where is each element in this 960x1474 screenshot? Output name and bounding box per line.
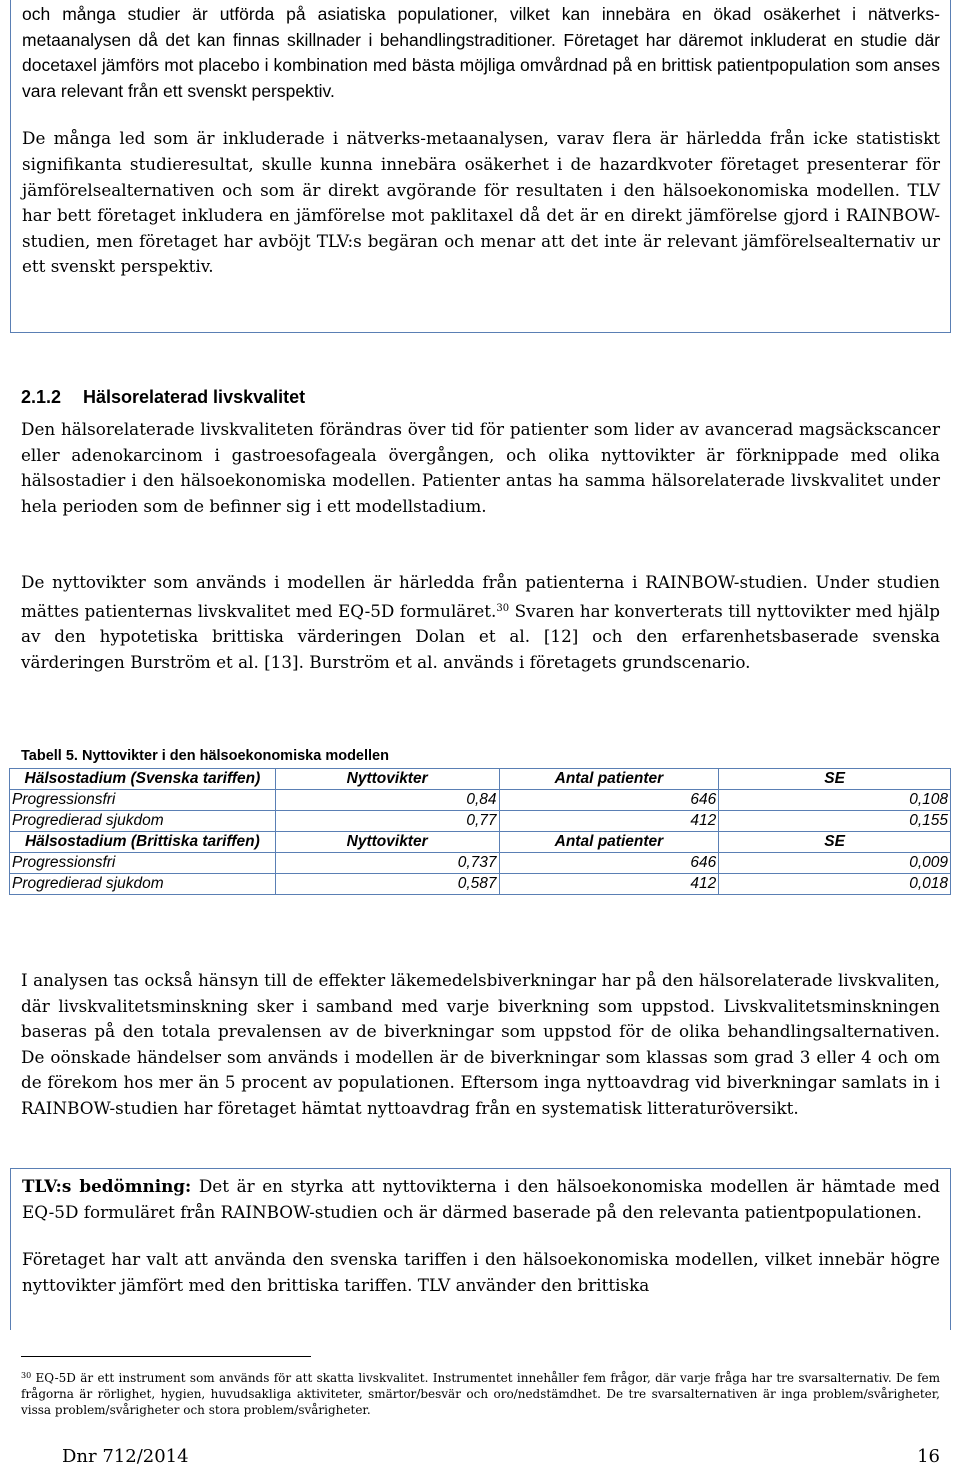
- table-header: Antal patienter: [499, 769, 719, 790]
- table-header: Nyttovikter: [275, 832, 499, 853]
- table-cell: 0,018: [719, 874, 951, 895]
- paragraph-quality-of-life: Den hälsorelaterade livskvaliteten förändras över tid för patienter som lider av avancerad magsäckscancer eller adenokarcinom i gastroesofageala övergången, och olika nyttovikter är förknippade med olika hälsostadier i den hälsoekonomiska modellen. Patienter antas ha samma hälsorelaterade livskvalitet under hela perioden som de befinner sig i ett modellstadium.: [21, 419, 940, 516]
- footnote-divider: [21, 1356, 311, 1357]
- table-header-row: [10, 769, 951, 790]
- table-header: Hälsostadium (Brittiska tariffen): [10, 832, 276, 853]
- document-number: Dnr 712/2014: [62, 1446, 189, 1467]
- paragraph-adverse-events: I analysen tas också hänsyn till de effekter läkemedelsbiverkningar har på den hälsorelaterade livskvaliten, där livskvalitetsminskning sker i samband med varje biverkning som uppstod. Livskvalitetsminskningen baseras på den totala prevalensen av de biverkningar som uppstod för de olika behandlingsalternativen. De oönskade händelser som används i modellen är de biverkningar som klassas som grad 3 eller 4 och om de förekom hos mer än 5 procent av populationen. Eftersom inga nyttoavdrag vid biverkningar samlats in i RAINBOW-studien har företaget hämtat nyttoavdrag från en systematisk litteraturöversikt.: [21, 970, 940, 1118]
- box-paragraph-1: och många studier är utförda på asiatiska populationer, vilket kan innebära en ökad osäkerhet i nätverks-metaanalysen då det kan finnas skillnader i behandlingstraditioner. Företaget har däremot inkluderat en studie där docetaxel jämförs mot placebo i kombination med bästa möjliga omvårdnad på en brittisk patientpopulation som anses vara relevant från ett svenskt perspektiv.: [22, 4, 940, 101]
- paragraph-utilities-part2: Svaren har konverterats till nyttovikter med hjälp av den hypotetiska brittiska värderingen Dolan et al. [12] och den erfarenhetsbaserade svenska värderingen Burström et al. [13]. Burström et al. används i företagets grundscenario.: [21, 600, 940, 672]
- section-number: 2.1.2: [21, 387, 62, 407]
- assessment-box: [10, 1168, 951, 1330]
- table-header: Nyttovikter: [275, 769, 499, 790]
- section-heading: [21, 385, 305, 409]
- table-cell: 0,587: [275, 874, 499, 895]
- table-header: Antal patienter: [499, 832, 719, 853]
- footnote: [21, 1368, 940, 1418]
- table-cell: 0,009: [719, 853, 951, 874]
- table-row: [10, 790, 951, 811]
- footnote-number: 30: [21, 1371, 32, 1380]
- table-row: [10, 811, 951, 832]
- table-caption: Tabell 5. Nyttovikter i den hälsoekonomiska modellen: [21, 748, 389, 764]
- assessment-text: Det är en styrka att nyttovikterna i den hälsoekonomiska modellen är hämtade med EQ-5D formuläret från RAINBOW-studien och är därmed baserade på den relevanta patientpopulationen.: [22, 1176, 940, 1222]
- table-header: SE: [719, 769, 951, 790]
- table-cell: 412: [499, 874, 719, 895]
- table-row: [10, 853, 951, 874]
- table-cell: Progredierad sjukdom: [10, 811, 276, 832]
- table-cell: 646: [499, 853, 719, 874]
- table-cell: 0,77: [275, 811, 499, 832]
- table-cell: 646: [499, 790, 719, 811]
- section-title: Hälsorelaterad livskvalitet: [83, 387, 306, 407]
- table-header: SE: [719, 832, 951, 853]
- table-cell: 412: [499, 811, 719, 832]
- table-cell: Progredierad sjukdom: [10, 874, 276, 895]
- table-cell: 0,108: [719, 790, 951, 811]
- assessment-label: TLV:s bedömning:: [22, 1176, 192, 1196]
- table-cell: 0,737: [275, 853, 499, 874]
- utility-table: [9, 768, 951, 895]
- table-cell: Progressionsfri: [10, 853, 276, 874]
- assessment-paragraph-2: Företaget har valt att använda den svenska tariffen i den hälsoekonomiska modellen, vilket innebär högre nyttovikter jämfört med den brittiska tariffen. TLV använder den brittiska: [22, 1249, 940, 1295]
- box-paragraph-2: De många led som är inkluderade i nätverks-metaanalysen, varav flera är härledda från icke statistiskt signifikanta studieresultat, skulle kunna innebära osäkerhet i de hazardkvoter företaget presenterar för jämförelsealternativen och som är direkt avgörande för resultaten i den hälsoekonomiska modellen. TLV har bett företaget inkludera en jämförelse mot paklitaxel då det är en direkt jämförelse gjord i RAINBOW-studien, men företaget har avböjt TLV:s begäran och menar att det inte är relevant jämförelsealternativ ur ett svenskt perspektiv.: [22, 128, 940, 277]
- paragraph-utilities: [21, 570, 940, 675]
- paragraph-utilities-part1: De nyttovikter som används i modellen är härledda från patienterna i RAINBOW-studien. Under studien mättes patienternas livskvalitet med EQ-5D formuläret.: [21, 572, 940, 621]
- table-cell: 0,84: [275, 790, 499, 811]
- assessment-paragraph-1: [22, 1174, 940, 1225]
- table-row: [10, 874, 951, 895]
- page-number: 16: [917, 1446, 940, 1467]
- footnote-reference[interactable]: 30: [496, 602, 510, 614]
- table-cell: Progressionsfri: [10, 790, 276, 811]
- continued-text-box: [10, 0, 951, 333]
- table-header: Hälsostadium (Svenska tariffen): [10, 769, 276, 790]
- table-cell: 0,155: [719, 811, 951, 832]
- table-header-row: [10, 832, 951, 853]
- footnote-text: EQ-5D är ett instrument som används för att skatta livskvalitet. Instrumentet innehåller fem frågor, där varje fråga har tre svarsalternativ. De fem frågorna är rörlighet, hygien, huvudsakliga aktiviteter, smärtor/besvär och oro/nedstämdhet. De tre svarsalternativen är inga problem/svårigheter, vissa problem/svårigheter och stora problem/svårigheter.: [21, 1371, 940, 1417]
